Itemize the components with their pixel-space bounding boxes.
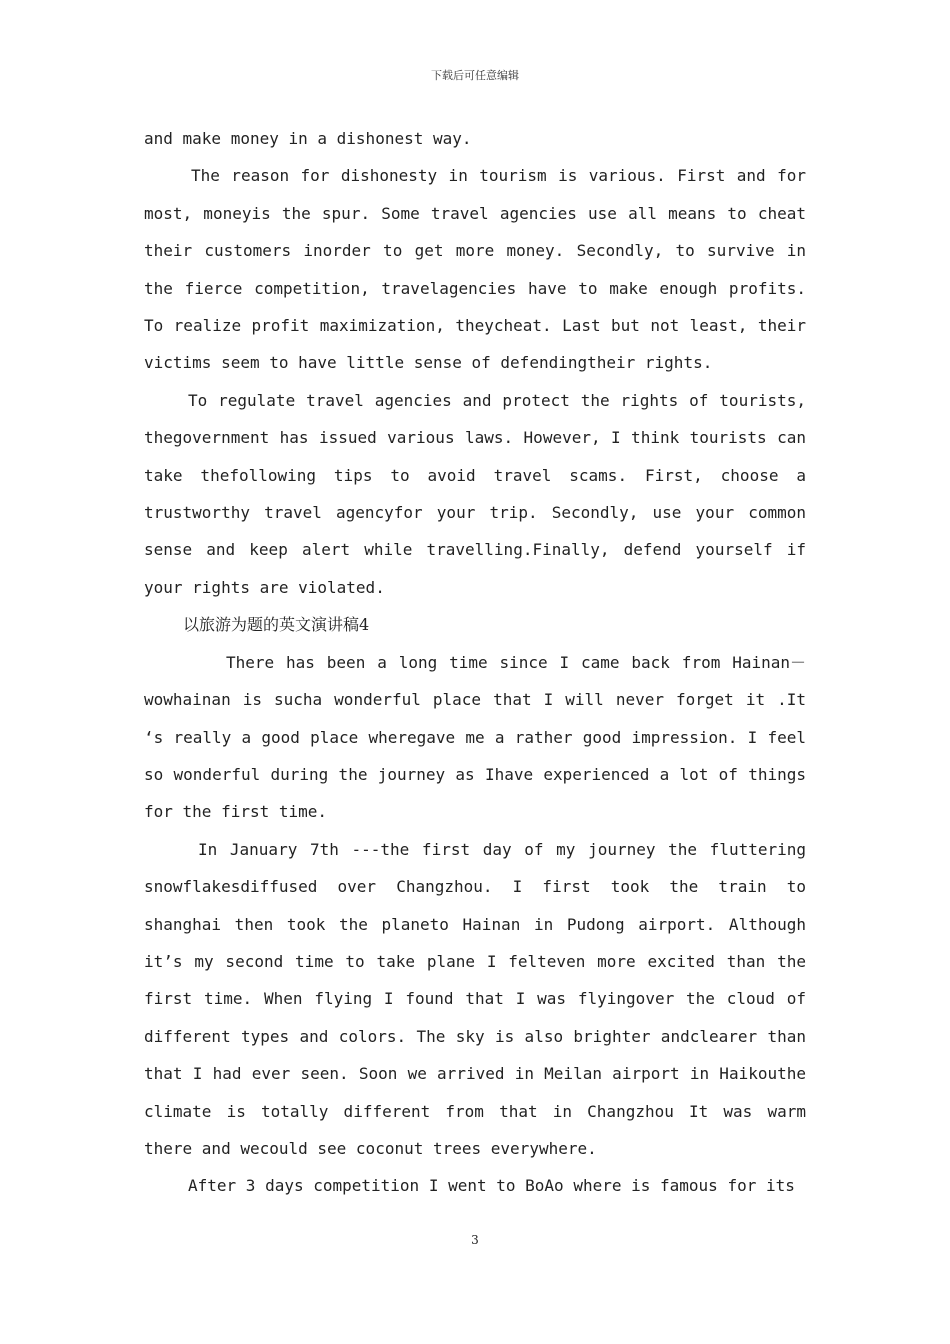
paragraph-regulation-tips: To regulate travel agencies and protect the rights of tourists, thegovernment has issued various laws. However, I think tourists can take thefollowing tips to avoid travel scams. First, choose a trustworthy travel agencyfor your trip. Secondly, use your common sense and keep alert while travelling.Finally, defend yourself if your rights are violated.: [144, 390, 806, 597]
page-header: 下载后可任意编辑: [431, 69, 519, 82]
paragraph-dishonesty-reasons: The reason for dishonesty in tourism is various. First and for most, moneyis the spur. Some travel agencies use all means to cheat their customers inorder to get more money. Secondly, to survive in the fierce competition, travelagencies have to make enough profits. To realize profit maximization, theycheat. Last but not least, their victims seem to have little sense of defendingtheir rights.: [144, 166, 806, 373]
paragraph-continuation: and make money in a dishonest way.: [144, 129, 472, 148]
section-heading: 以旅游为题的英文演讲稿4: [183, 615, 370, 635]
document-body: [144, 120, 806, 1205]
paragraph-hainan-intro: There has been a long time since I came back from Hainan－wowhainan is sucha wonderful place that I will never forget it .It ‘s really a good place wheregave me a rather good impression. I feel so wonderful during the journey as Ihave experienced a lot of things for the first time.: [144, 652, 806, 822]
paragraph-boao: After 3 days competition I went to BoAo where is famous for its: [188, 1176, 795, 1196]
paragraph-january-journey: In January 7th ---the first day of my journey the fluttering snowflakesdiffused over Changzhou. I first took the train to shanghai then took the planeto Hainan in Pudong airport. Although it’s my second time to take plane I felteven more excited than the first time. When flying I found that I was flyingover the cloud of different types and colors. The sky is also brighter andclearer than that I had ever seen. Soon we arrived in Meilan airport in Haikouthe climate is totally different from that in Changzhou It was warm there and wecould see coconut trees everywhere.: [144, 839, 806, 1158]
page-number: 3: [471, 1233, 479, 1247]
